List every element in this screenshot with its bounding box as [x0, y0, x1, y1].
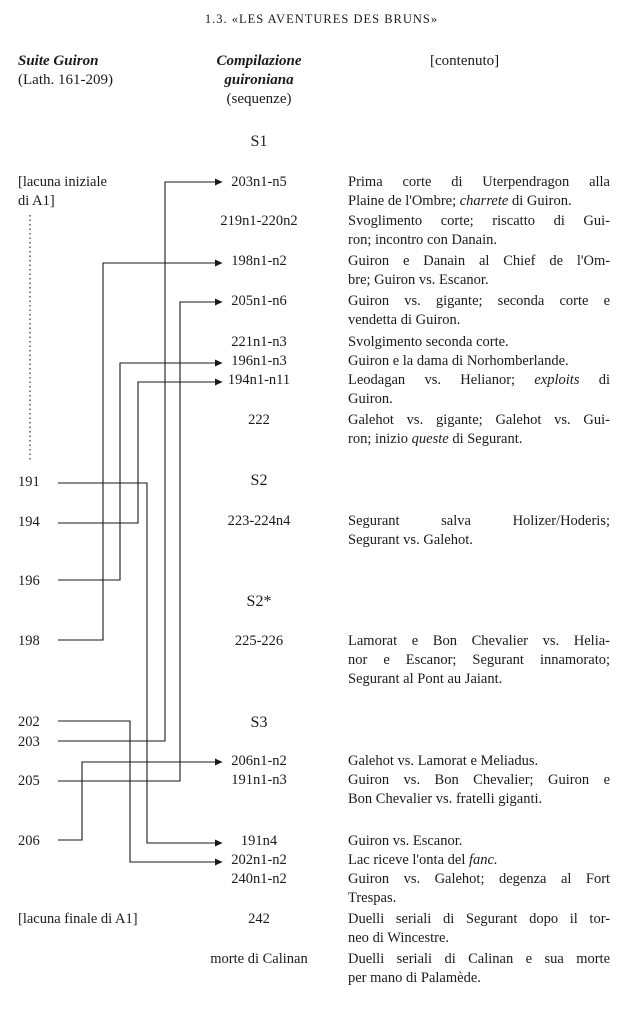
- content-line: ron; incontro con Danain.: [348, 232, 497, 248]
- content-line: bre; Guiron vs. Escanor.: [348, 272, 489, 288]
- content-line: Galehot vs. gigante; Galehot vs. Gui-: [348, 412, 611, 428]
- content-line: Guiron vs. Escanor.: [348, 833, 463, 849]
- sequence-ref: 194n1-n11: [227, 372, 291, 388]
- arrow-198-to-198n1: [58, 263, 222, 640]
- arrow-206-to-206n1: [58, 762, 222, 840]
- content-line: Lac riceve l'onta del fanc.: [348, 852, 498, 868]
- content-line: Prima corte di Uterpendragon alla: [348, 174, 610, 190]
- running-header: 1.3. «LES AVENTURES DES BRUNS»: [204, 12, 439, 26]
- content-line: Guiron.: [348, 391, 393, 407]
- section-s1: S1: [250, 133, 268, 150]
- content-line: neo di Wincestre.: [348, 930, 450, 946]
- content-line: ron; inizio queste di Segurant.: [348, 431, 523, 447]
- sequence-ref: 242: [248, 911, 270, 927]
- content-line: Segurant al Pont au Jaiant.: [348, 671, 503, 687]
- suite-number: 206: [18, 833, 40, 849]
- arrow-196-to-196n1: [58, 363, 222, 580]
- suite-number: 203: [18, 734, 40, 750]
- lacuna-iniziale-line1: [lacuna iniziale: [18, 174, 107, 190]
- content-line: Svolgimento seconda corte.: [348, 334, 509, 350]
- content-line: Guiron vs. Galehot; degenza al Fort: [348, 871, 611, 887]
- content-line: Guiron e Danain al Chief de l'Om-: [348, 253, 611, 269]
- content-line: Guiron vs. Bon Chevalier; Guiron e: [348, 772, 610, 788]
- arrow-203-to-203n1: [58, 182, 222, 741]
- col-contenuto-title: [contenuto]: [430, 53, 500, 69]
- content-line: Svoglimento corte; riscatto di Gui-: [348, 213, 611, 229]
- sequence-ref: 219n1-220n2: [220, 213, 298, 229]
- arrow-202-to-202n1: [58, 721, 222, 862]
- col-suite-guiron-title: Suite Guiron: [18, 53, 99, 69]
- content-line: Trespas.: [348, 890, 397, 906]
- content-line: Segurant salva Holizer/Hoderis;: [348, 513, 611, 529]
- sequence-ref: 191n1-n3: [231, 772, 287, 788]
- arrow-191-to-191n1: [58, 483, 222, 843]
- content-line: nor e Escanor; Segurant innamorato;: [348, 652, 611, 668]
- sequence-ref: 191n4: [240, 833, 278, 849]
- suite-number: 191: [18, 474, 40, 490]
- suite-number: 194: [18, 514, 40, 530]
- content-line: Leodagan vs. Helianor; exploits di: [348, 372, 611, 388]
- sequence-ref: 223-224n4: [227, 513, 291, 529]
- suite-number: 198: [18, 633, 40, 649]
- lacuna-iniziale-line2: di A1]: [18, 193, 55, 209]
- section-s2: S2: [250, 472, 268, 489]
- content-line: Guiron e la dama di Norhomberlande.: [348, 353, 569, 369]
- content-line: Lamorat e Bon Chevalier vs. Helia-: [348, 633, 610, 649]
- sequence-ref: 222: [248, 412, 270, 428]
- sequence-ref: 240n1-n2: [231, 871, 287, 887]
- suite-number: 205: [18, 773, 40, 789]
- col-compilazione-sub: (sequenze): [226, 91, 292, 107]
- sequence-ref: 196n1-n3: [231, 353, 287, 369]
- sequence-ref: 205n1-n6: [231, 293, 287, 309]
- content-line: Plaine de l'Ombre; charrete di Guiron.: [348, 193, 572, 209]
- section-s3: S3: [250, 714, 268, 731]
- content-line: vendetta di Guiron.: [348, 312, 461, 328]
- suite-number: 202: [18, 714, 40, 730]
- lacuna-finale: [lacuna finale di A1]: [18, 911, 138, 927]
- sequence-ref: 221n1-n3: [231, 334, 287, 350]
- content-line: Segurant vs. Galehot.: [348, 532, 473, 548]
- col-suite-guiron-sub: (Lath. 161-209): [18, 72, 113, 88]
- section-s2-star: S2*: [246, 593, 272, 610]
- sequence-ref: 202n1-n2: [231, 852, 287, 868]
- sequence-ref: 225-226: [234, 633, 284, 649]
- content-line: Guiron vs. gigante; seconda corte e: [348, 293, 611, 309]
- sequence-ref: morte di Calinan: [210, 951, 308, 967]
- sequence-ref: 198n1-n2: [231, 253, 287, 269]
- content-line: Galehot vs. Lamorat e Meliadus.: [348, 753, 539, 769]
- sequence-ref: 203n1-n5: [231, 174, 287, 190]
- col-compilazione-title-2: guironiana: [224, 72, 294, 88]
- content-line: Bon Chevalier vs. fratelli giganti.: [348, 791, 543, 807]
- sequence-ref: 206n1-n2: [231, 753, 287, 769]
- content-line: Duelli seriali di Calinan e sua morte: [348, 951, 611, 967]
- suite-number: 196: [18, 573, 40, 589]
- col-compilazione-title-1: Compilazione: [216, 53, 302, 69]
- arrow-194-to-194n1: [58, 382, 222, 523]
- arrow-205-to-205n1: [58, 302, 222, 781]
- content-line: per mano di Palamède.: [348, 970, 481, 986]
- content-line: Duelli seriali di Segurant dopo il tor-: [348, 911, 611, 927]
